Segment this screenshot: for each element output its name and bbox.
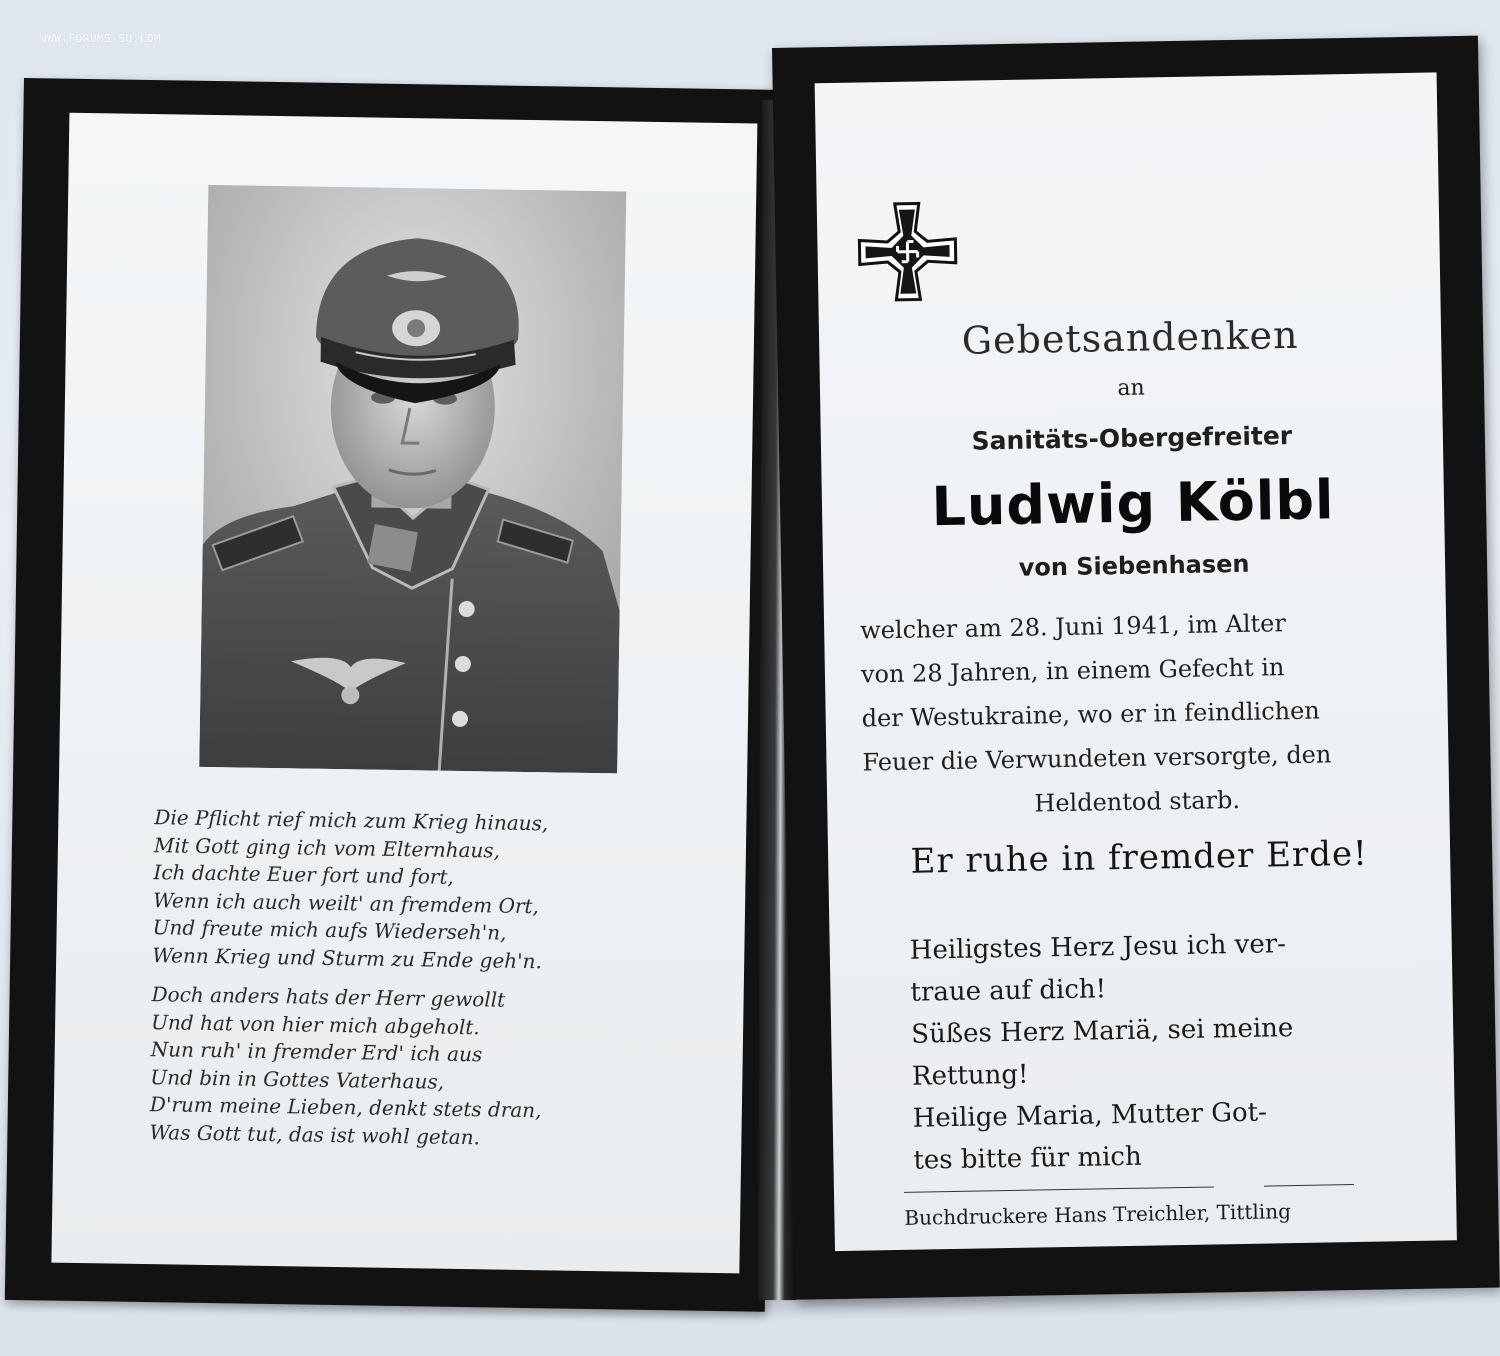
poem-stanza-1 [152, 804, 675, 977]
notice-line: Heldentod starb. [1034, 785, 1241, 818]
notice-line: der Westukraine, wo er in feindlichen [861, 696, 1321, 733]
prayer-line: Süßes Herz Mariä, sei meine [910, 1013, 1294, 1050]
prayer-line: tes bitte für mich [913, 1141, 1142, 1176]
printer-imprint: Buchdruckere Hans Treichler, Tittling [904, 1199, 1292, 1230]
poem-line: Und freute mich aufs Wiederseh'n, [152, 915, 507, 945]
printer-divider-left [904, 1186, 1214, 1192]
prayer-line: Rettung! [911, 1059, 1029, 1092]
soldier-rank: Sanitäts-Obergefreiter [971, 420, 1293, 456]
poem-line: Wenn ich auch weilt' an fremdem Ort, [152, 887, 540, 918]
card-an: an [1117, 375, 1145, 402]
poem-line: Ich dachte Euer fort und fort, [153, 860, 455, 889]
rest-in-peace-line: Er ruhe in fremder Erde! [910, 833, 1369, 882]
right-paper [815, 72, 1457, 1251]
poem-line: Mit Gott ging ich vom Elternhaus, [153, 832, 501, 863]
prayer-line: Heiligstes Herz Jesu ich ver- [909, 929, 1287, 966]
printer-divider-right [1264, 1184, 1354, 1187]
right-panel [772, 36, 1500, 1300]
notice-line: von 28 Jahren, in einem Gefecht in [860, 653, 1285, 689]
portrait-illustration [199, 185, 626, 773]
poem-stanza-2 [149, 981, 672, 1154]
poem-line: Nun ruh' in fremder Erd' ich aus [150, 1037, 483, 1067]
left-panel [5, 78, 784, 1312]
notice-line: welcher am 28. Juni 1941, im Alter [859, 609, 1287, 645]
left-paper [51, 113, 757, 1274]
poem-line: Und bin in Gottes Vaterhaus, [150, 1064, 445, 1094]
prayer [909, 921, 1393, 1181]
poem-line: D'rum meine Lieben, denkt stets dran, [149, 1092, 542, 1123]
poem-line: Doch anders hats der Herr gewollt [151, 982, 506, 1012]
prayer-line: Heilige Maria, Mutter Got- [912, 1097, 1268, 1134]
soldier-origin: von Siebenhasen [1018, 549, 1250, 582]
watermark: WWW.FORUMS-SU.COM [40, 32, 162, 45]
poem-line: Was Gott tut, das ist wohl getan. [149, 1119, 481, 1149]
poem-line: Und hat von hier mich abgeholt. [151, 1009, 480, 1039]
death-notice [860, 599, 1412, 829]
soldier-name: Ludwig Kölbl [930, 468, 1336, 539]
poem-line: Wenn Krieg und Sturm zu Ende geh'n. [152, 942, 543, 973]
poem [149, 804, 674, 1166]
card-heading: Gebetsandenken [961, 312, 1299, 363]
soldier-portrait [199, 185, 626, 773]
notice-line: Feuer die Verwundeten versorgte, den [862, 740, 1332, 777]
prayer-line: traue auf dich! [910, 974, 1107, 1008]
iron-cross-icon [857, 201, 959, 307]
poem-line: Die Pflicht rief mich zum Krieg hinaus, [154, 805, 549, 836]
